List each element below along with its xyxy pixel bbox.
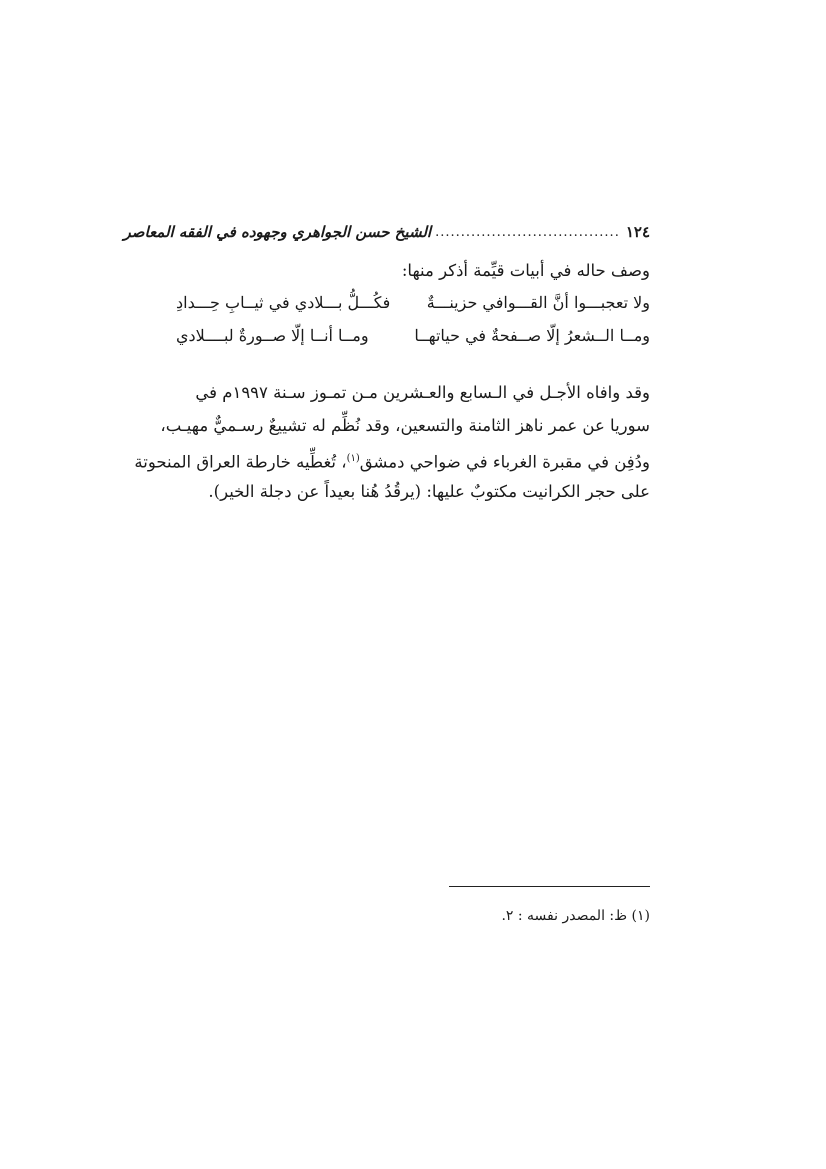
verse-2-first-hemistich: ومــا الــشعرُ إلّا صــفحةٌ في حياتهــا: [414, 326, 650, 345]
header-leader-dots: ....................................: [435, 224, 620, 240]
footnote: (١) ظ: المصدر نفسه : ٢.: [501, 908, 650, 924]
footnote-reference-mark[interactable]: (١): [346, 453, 360, 464]
running-title: الشيخ حسن الجواهري وجهوده في الفقه المعاصر: [123, 223, 432, 241]
verse-1-second-hemistich: فكُـــلُّ بـــلادي في ثيــابِ حِـــدادِ: [176, 293, 391, 312]
intro-line: وصف حاله في أبيات قيِّمة أذكر منها:: [401, 261, 650, 280]
paragraph-line-4: على حجر الكرانيت مكتوبٌ عليها: (يرقُدُ هُنا بعيداً عن دجلة الخير).: [208, 482, 650, 501]
verse-1: [176, 288, 650, 318]
paragraph-line-3-text-a: ودُفِن في مقبرة الغرباء في ضواحي دمشق: [359, 452, 650, 472]
page-number: ١٢٤: [625, 223, 650, 241]
paragraph-line-3-text-b: ، تُغطِّيه خارطة العراق المنحوتة: [134, 452, 347, 472]
verse-1-first-hemistich: ولا تعجبـــوا أنَّ القـــوافي حزينـــةٌ: [426, 293, 650, 312]
paragraph-line-2: سوريا عن عمر ناهز الثامنة والتسعين، وقد نُظِّم له تشييعٌ رسـميٌّ مهيـب،: [160, 416, 650, 435]
page-header: [123, 219, 650, 245]
footnote-separator: [449, 886, 650, 887]
paragraph-line-3: [134, 444, 650, 474]
paragraph-line-1: وقد وافاه الأجـل في الـسابع والعـشرين مـن تمـوز سـنة ١٩٩٧م في: [195, 383, 650, 402]
verse-2: [176, 321, 650, 351]
verse-2-second-hemistich: ومــا أنــا إلّا صــورةٌ لبــــلادي: [176, 326, 369, 345]
